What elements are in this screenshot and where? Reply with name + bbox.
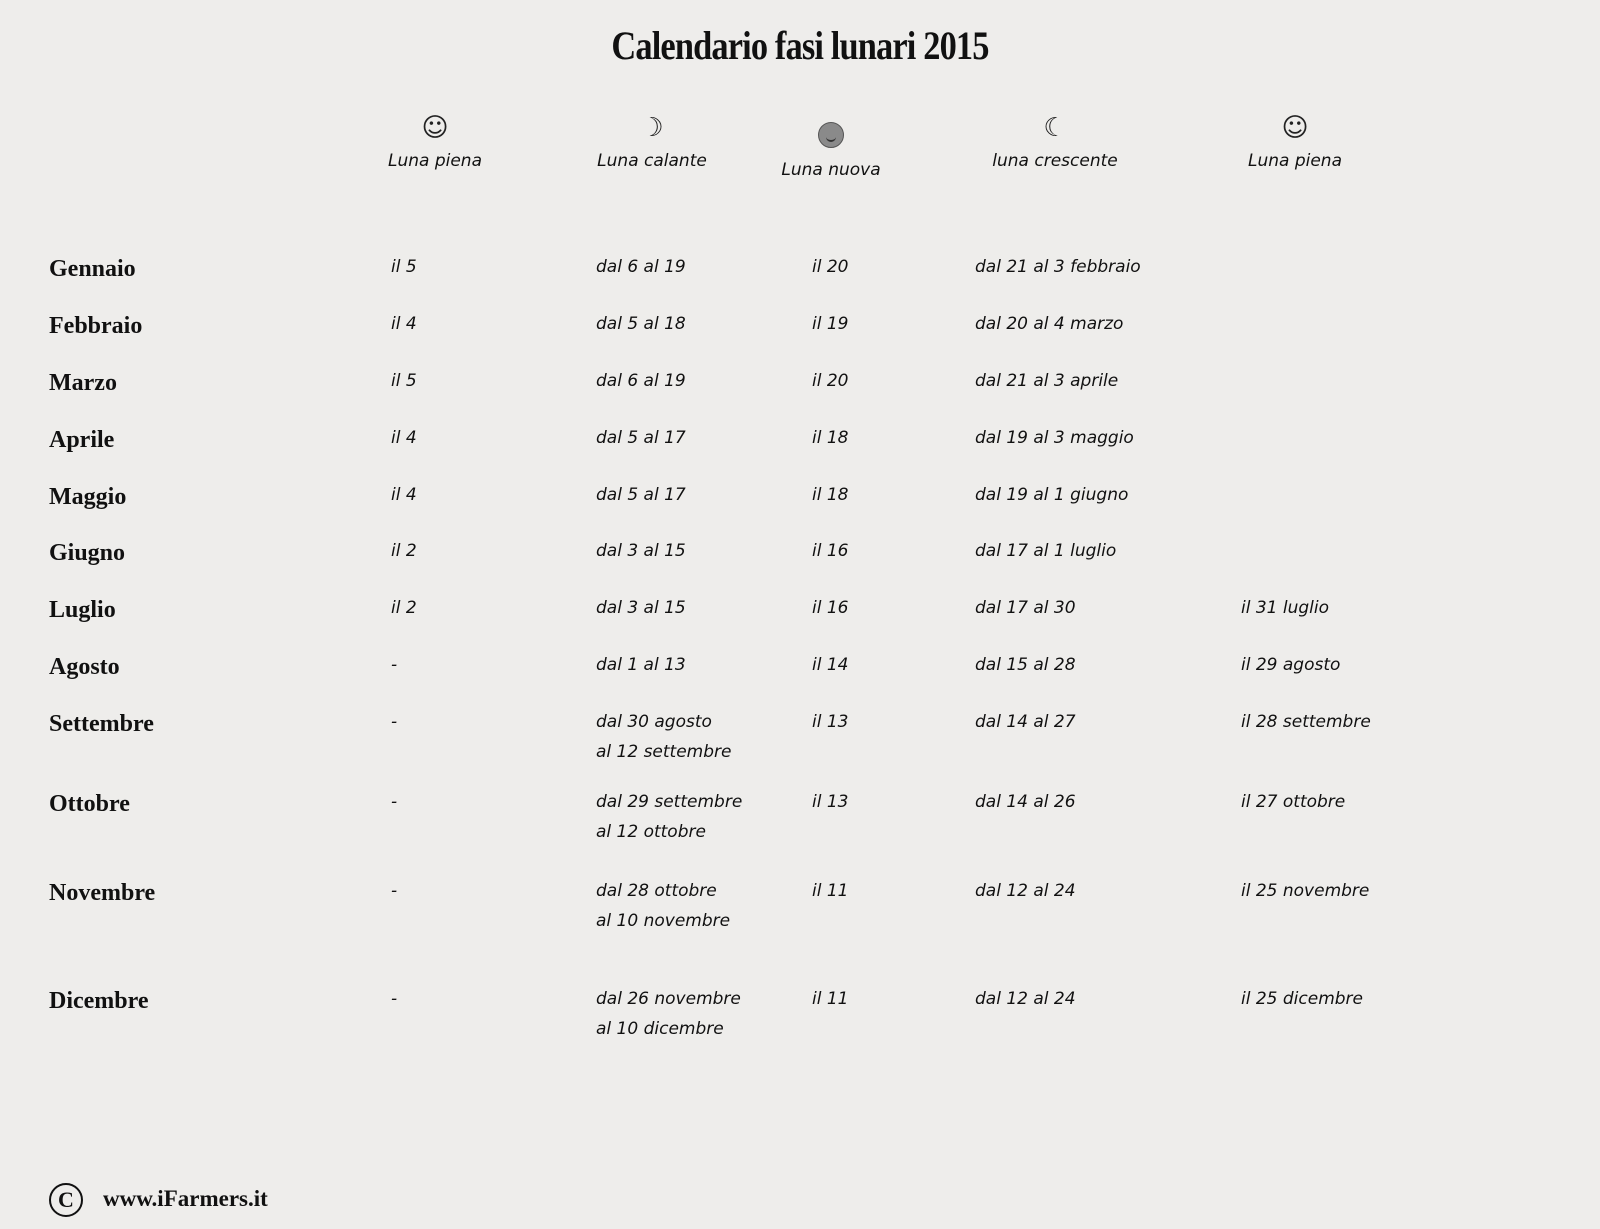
column-header	[955, 113, 1155, 171]
table-cell	[975, 876, 1076, 906]
cell-text: dal 5 al 17	[596, 485, 686, 505]
column-header-label: Luna calante	[597, 151, 707, 171]
table-cell	[391, 650, 397, 680]
cell-text: il 18	[812, 428, 849, 448]
cell-text: dal 5 al 17	[596, 428, 686, 448]
cell-text: il 4	[391, 314, 417, 334]
table-cell	[391, 252, 417, 282]
table-cell	[391, 707, 397, 737]
table-cell	[596, 876, 730, 936]
cell-text: dal 14 al 26	[975, 792, 1076, 812]
table-cell	[812, 707, 848, 737]
table-cell	[391, 984, 397, 1014]
cell-text: dal 19 al 1 giugno	[975, 485, 1129, 505]
table-cell	[596, 423, 686, 453]
table-cell	[975, 366, 1118, 396]
cell-text: al 12 settembre	[596, 742, 732, 762]
table-cell	[812, 984, 848, 1014]
table-cell	[975, 252, 1141, 282]
table-cell	[812, 536, 848, 566]
cell-text: al 12 ottobre	[596, 822, 706, 842]
copyright-icon: C	[49, 1183, 83, 1217]
table-cell	[1241, 707, 1371, 737]
table-cell	[975, 593, 1076, 623]
table-cell	[1241, 593, 1329, 623]
cell-text: il 11	[812, 989, 849, 1009]
table-cell	[596, 787, 742, 847]
table-cell	[975, 423, 1134, 453]
cell-text: dal 29 settembre	[596, 792, 743, 812]
month-label: Novembre	[49, 880, 156, 906]
table-cell	[391, 480, 417, 510]
table-cell	[1241, 876, 1369, 906]
cell-text: il 4	[391, 485, 417, 505]
new-moon-icon	[818, 122, 844, 148]
cell-text: -	[391, 792, 398, 812]
table-cell	[812, 787, 848, 817]
table-cell	[596, 366, 686, 396]
cell-text: dal 30 agosto	[596, 712, 712, 732]
cell-text: dal 21 al 3 aprile	[975, 371, 1119, 391]
cell-text: dal 14 al 27	[975, 712, 1076, 732]
table-cell	[975, 787, 1076, 817]
cell-text: -	[391, 989, 398, 1009]
month-label: Settembre	[49, 711, 154, 737]
table-cell	[1241, 650, 1340, 680]
cell-text: il 2	[391, 541, 417, 561]
cell-text: il 19	[812, 314, 849, 334]
table-cell	[812, 423, 848, 453]
table-cell	[391, 423, 417, 453]
table-cell	[812, 876, 848, 906]
cell-text: dal 28 ottobre	[596, 881, 717, 901]
table-cell	[975, 650, 1076, 680]
table-cell	[596, 252, 686, 282]
column-header-label: Luna nuova	[781, 160, 881, 180]
page-title: Calendario fasi lunari 2015	[611, 23, 989, 68]
cell-text: il 2	[391, 598, 417, 618]
cell-text: il 25 dicembre	[1241, 989, 1364, 1009]
table-cell	[975, 707, 1076, 737]
cell-text: il 16	[812, 541, 849, 561]
cell-text: dal 6 al 19	[596, 371, 686, 391]
month-label: Marzo	[49, 370, 117, 396]
table-cell	[391, 309, 417, 339]
table-cell	[812, 593, 848, 623]
cell-text: il 25 novembre	[1241, 881, 1370, 901]
table-cell	[596, 309, 686, 339]
column-header-label: Luna piena	[1247, 151, 1342, 171]
month-label: Maggio	[49, 484, 127, 510]
column-header	[1195, 113, 1395, 171]
table-cell	[812, 252, 848, 282]
table-cell	[596, 707, 732, 767]
cell-text: dal 15 al 28	[975, 655, 1076, 675]
cell-text: dal 3 al 15	[596, 598, 686, 618]
cell-text: dal 26 novembre	[596, 989, 741, 1009]
cell-text: dal 3 al 15	[596, 541, 686, 561]
waxing-moon-icon: ☾	[1043, 113, 1067, 143]
cell-text: dal 17 al 1 luglio	[975, 541, 1117, 561]
cell-text: il 13	[812, 792, 849, 812]
table-cell	[596, 650, 686, 680]
column-header	[335, 113, 535, 171]
cell-text: il 5	[391, 257, 417, 277]
cell-text: il 16	[812, 598, 849, 618]
table-cell	[391, 536, 417, 566]
cell-text: dal 17 al 30	[975, 598, 1076, 618]
table-cell	[596, 480, 686, 510]
month-label: Aprile	[49, 427, 115, 453]
month-label: Febbraio	[49, 313, 143, 339]
cell-text: il 29 agosto	[1241, 655, 1341, 675]
cell-text: il 14	[812, 655, 849, 675]
cell-text: dal 12 al 24	[975, 881, 1076, 901]
cell-text: il 27 ottobre	[1241, 792, 1346, 812]
cell-text: il 20	[812, 371, 849, 391]
table-cell	[975, 536, 1116, 566]
column-header-label: Luna piena	[387, 151, 482, 171]
table-cell	[975, 480, 1128, 510]
waning-moon-icon: ☽	[640, 113, 664, 143]
cell-text: il 31 luglio	[1241, 598, 1330, 618]
table-cell	[391, 787, 397, 817]
cell-text: il 18	[812, 485, 849, 505]
table-cell	[812, 480, 848, 510]
footer-url: www.iFarmers.it	[103, 1186, 268, 1211]
cell-text: il 11	[812, 881, 849, 901]
column-header	[731, 116, 931, 180]
cell-text: dal 21 al 3 febbraio	[975, 257, 1141, 277]
month-label: Ottobre	[49, 791, 130, 817]
cell-text: al 10 dicembre	[596, 1019, 724, 1039]
month-label: Giugno	[49, 540, 126, 566]
table-cell	[596, 984, 741, 1044]
smiley-moon-icon: ☺	[421, 113, 449, 143]
table-cell	[391, 366, 417, 396]
cell-text: dal 20 al 4 marzo	[975, 314, 1124, 334]
cell-text: dal 1 al 13	[596, 655, 686, 675]
table-cell	[391, 876, 397, 906]
table-cell	[975, 309, 1123, 339]
cell-text: al 10 novembre	[596, 911, 731, 931]
table-cell	[1241, 787, 1345, 817]
cell-text: il 5	[391, 371, 417, 391]
table-cell	[596, 593, 686, 623]
column-header-label: luna crescente	[992, 151, 1118, 171]
table-cell	[812, 309, 848, 339]
cell-text: dal 19 al 3 maggio	[975, 428, 1134, 448]
cell-text: dal 6 al 19	[596, 257, 686, 277]
cell-text: il 20	[812, 257, 849, 277]
cell-text: -	[391, 881, 398, 901]
cell-text: -	[391, 712, 398, 732]
table-cell	[596, 536, 686, 566]
cell-text: il 28 settembre	[1241, 712, 1371, 732]
month-label: Agosto	[49, 654, 120, 680]
cell-text: -	[391, 655, 398, 675]
smiley-moon-icon: ☺	[1281, 113, 1309, 143]
cell-text: il 13	[812, 712, 849, 732]
cell-text: dal 5 al 18	[596, 314, 686, 334]
table-cell	[1241, 984, 1363, 1014]
table-cell	[812, 366, 848, 396]
table-cell	[391, 593, 417, 623]
month-label: Luglio	[49, 597, 116, 623]
cell-text: il 4	[391, 428, 417, 448]
month-label: Gennaio	[49, 256, 136, 282]
column-header	[552, 113, 752, 171]
month-label: Dicembre	[49, 988, 149, 1014]
table-cell	[975, 984, 1076, 1014]
table-cell	[812, 650, 848, 680]
cell-text: dal 12 al 24	[975, 989, 1076, 1009]
